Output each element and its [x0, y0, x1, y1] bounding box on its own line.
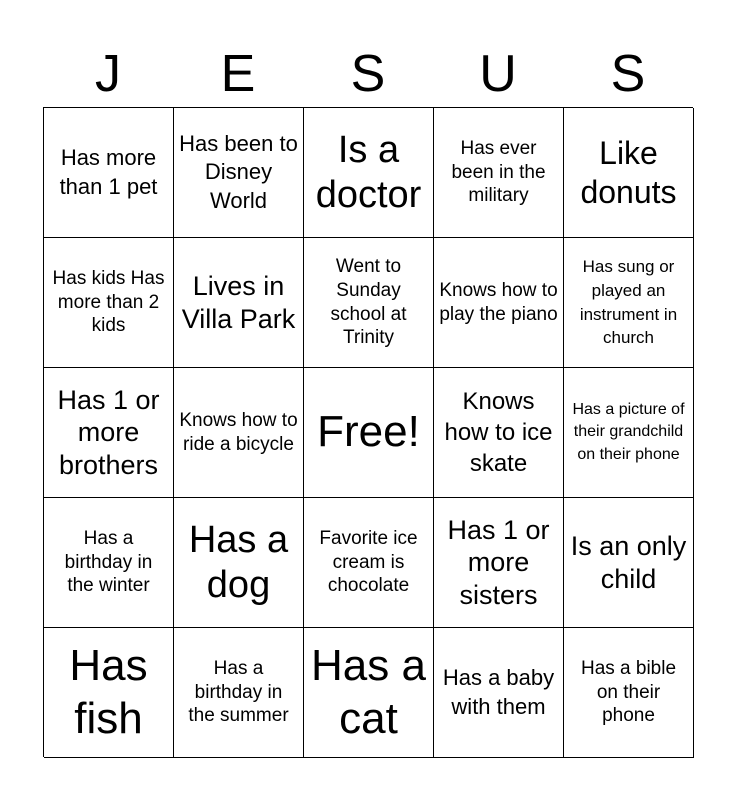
bingo-cell[interactable]: Has kids Has more than 2 kids [44, 238, 174, 368]
bingo-cell[interactable]: Is a doctor [304, 108, 434, 238]
bingo-cell[interactable]: Has more than 1 pet [44, 108, 174, 238]
header-letter-s: S [350, 45, 386, 103]
header-letter-u: U [479, 45, 517, 103]
bingo-cell[interactable]: Lives in Villa Park [174, 238, 304, 368]
header-letter-e: E [220, 45, 256, 103]
bingo-cell[interactable]: Has been to Disney World [174, 108, 304, 238]
bingo-header [43, 40, 693, 108]
bingo-cell[interactable]: Has sung or played an instrument in church [564, 238, 694, 368]
bingo-cell[interactable]: Has fish [44, 628, 174, 758]
bingo-cell[interactable]: Went to Sunday school at Trinity [304, 238, 434, 368]
free-space[interactable]: Free! [304, 368, 434, 498]
bingo-cell[interactable]: Has a dog [174, 498, 304, 628]
bingo-cell[interactable]: Has a bible on their phone [564, 628, 694, 758]
bingo-cell[interactable]: Knows how to play the piano [434, 238, 564, 368]
bingo-cell[interactable]: Knows how to ride a bicycle [174, 368, 304, 498]
header-letter-s2: S [610, 45, 646, 103]
bingo-cell[interactable]: Has 1 or more sisters [434, 498, 564, 628]
bingo-cell[interactable]: Has ever been in the military [434, 108, 564, 238]
bingo-cell[interactable]: Knows how to ice skate [434, 368, 564, 498]
bingo-board [43, 107, 693, 757]
bingo-cell[interactable]: Has 1 or more brothers [44, 368, 174, 498]
bingo-cell[interactable]: Has a birthday in the summer [174, 628, 304, 758]
bingo-cell[interactable]: Has a picture of their grandchild on their phone [564, 368, 694, 498]
header-letter-j: J [95, 45, 121, 103]
bingo-cell[interactable]: Is an only child [564, 498, 694, 628]
bingo-cell[interactable]: Has a cat [304, 628, 434, 758]
bingo-cell[interactable]: Favorite ice cream is chocolate [304, 498, 434, 628]
bingo-cell[interactable]: Has a baby with them [434, 628, 564, 758]
bingo-cell[interactable]: Like donuts [564, 108, 694, 238]
bingo-cell[interactable]: Has a birthday in the winter [44, 498, 174, 628]
